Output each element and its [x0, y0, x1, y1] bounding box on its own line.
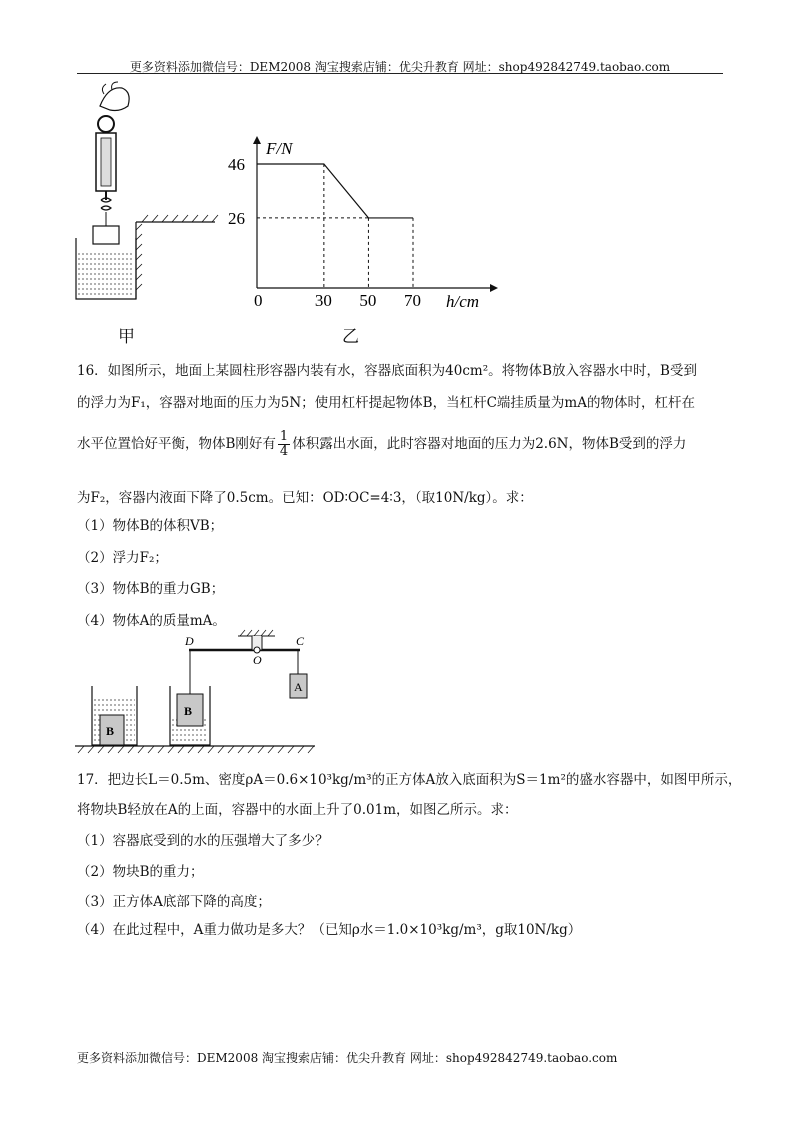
lever-label-d: D [185, 634, 194, 648]
q17-sub2: （2）物块B的重力； [77, 864, 204, 880]
q17-line2: 将物块B轻放在A的上面，容器中的水面上升了0.01m，如图乙所示。求： [77, 802, 518, 818]
fraction-denominator: 4 [279, 444, 289, 459]
q16-line4: 为F₂，容器内液面下降了0.5cm。已知：OD∶OC=4∶3，（取10N/kg）。求： [77, 490, 533, 506]
y-axis-label: F/N [266, 139, 293, 158]
fraction [278, 430, 290, 459]
q16-line3-b: 体积露出水面，此时容器对地面的压力为2.6N，物体B受到的浮力 [292, 436, 687, 452]
x-tick-label: 0 [254, 291, 263, 310]
q16-sub2: （2）浮力F₂； [77, 550, 168, 566]
block-a-label: A [294, 680, 303, 694]
header-rule [77, 73, 723, 74]
y-tick-label: 46 [228, 155, 245, 174]
lever-label-o: O [253, 653, 262, 667]
block-b-label-2: B [184, 704, 193, 718]
x-tick-label: 70 [404, 291, 421, 310]
page-footer: 更多资料添加微信号：DEM2008 淘宝搜索店铺：优尖升教育 网址：shop492842749.taobao.com [77, 1051, 618, 1065]
caption-jia: 甲 [118, 327, 135, 347]
lever-label-c: C [296, 634, 305, 648]
q16-sub3: （3）物体B的重力GB； [77, 581, 225, 597]
caption-yi: 乙 [342, 327, 359, 347]
q17-sub3: （3）正方体A底部下降的高度； [77, 894, 271, 910]
q17-line1: 17．把边长L＝0.5m、密度ρA＝0.6×10³kg/m³的正方体A放入底面积为S＝1m²的盛水容器中，如图甲所示， [77, 772, 742, 788]
figure-yi-chart [220, 130, 500, 315]
series-line [257, 164, 413, 218]
q16-line2: 的浮力为F₁，容器对地面的压力为5N；使用杠杆提起物体B，当杠杆C端挂质量为mA的物体时，杠杆在 [77, 395, 695, 411]
q16-sub1: （1）物体B的体积VB； [77, 518, 224, 534]
y-tick-label: 26 [228, 208, 245, 228]
x-tick-label: 50 [359, 291, 377, 310]
q16-sub4: （4）物体A的质量mA。 [77, 613, 226, 629]
page-header: 更多资料添加微信号：DEM2008 淘宝搜索店铺：优尖升教育 网址：shop492842749.taobao.com [129, 60, 671, 74]
q17-sub4: （4）在此过程中，A重力做功是多大？（已知ρ水＝1.0×10³kg/m³，g取10N/kg） [77, 922, 582, 938]
x-axis-label: h/cm [446, 292, 480, 311]
block-b-label-1: B [106, 724, 115, 738]
q16-line1: 16．如图所示，地面上某圆柱形容器内装有水，容器底面积为40cm²。将物体B放入容器水中时，B受到 [77, 363, 697, 379]
x-tick-label: 30 [314, 291, 332, 310]
q16-line3 [77, 430, 686, 459]
q16-line3-a: 水平位置恰好平衡，物体B刚好有 [77, 436, 276, 452]
figure-jia [70, 78, 230, 310]
q17-sub1: （1）容器底受到的水的压强增大了多少？ [77, 833, 329, 849]
fraction-numerator: 1 [279, 429, 289, 444]
q16-lever-figure [70, 628, 325, 756]
